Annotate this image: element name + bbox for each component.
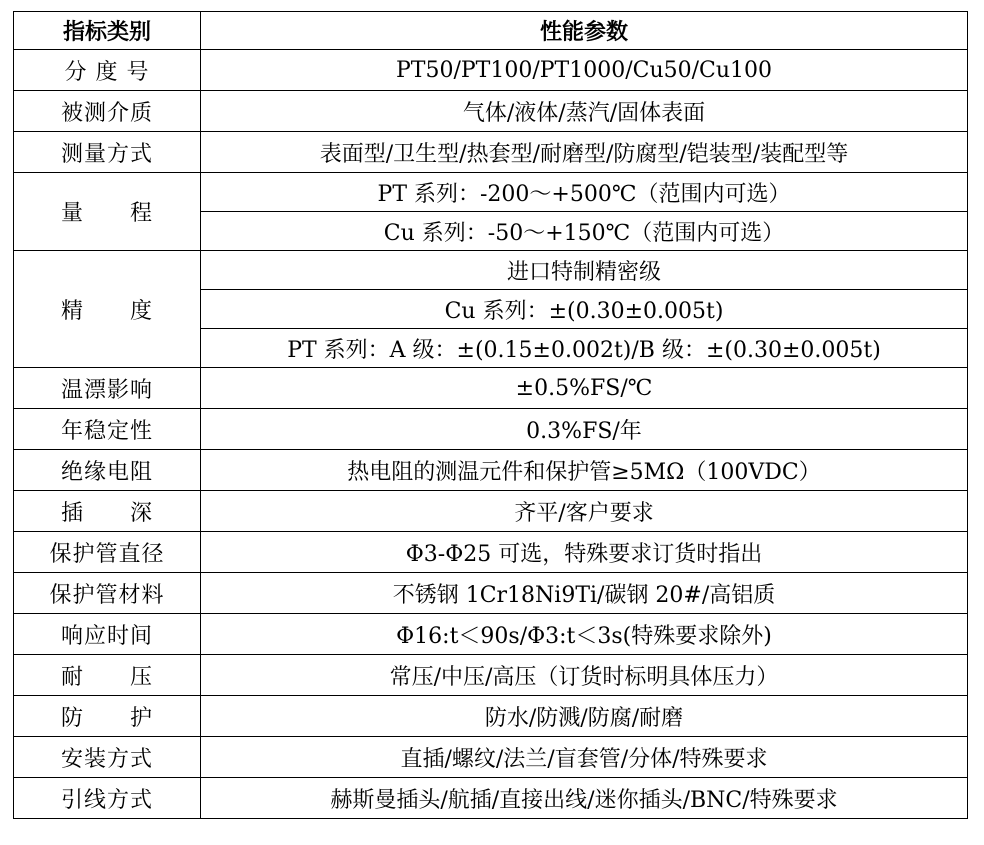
row-label: 保护管材料 [14,573,201,614]
row-label: 防 护 [14,696,201,737]
row-value: PT50/PT100/PT1000/Cu50/Cu100 [201,50,968,91]
row-value: 进口特制精密级 [201,251,968,290]
row-label: 引线方式 [14,778,201,819]
table-row [14,491,968,532]
row-value: 0.3%FS/年 [201,409,968,450]
table-row [14,91,968,132]
table-row [14,655,968,696]
table-row [14,532,968,573]
row-value: 直插/螺纹/法兰/盲套管/分体/特殊要求 [201,737,968,778]
table-row [14,409,968,450]
spec-table [13,11,968,819]
table-row [14,737,968,778]
table-row [14,132,968,173]
row-value: PT 系列：-200～+500℃（范围内可选） [201,173,968,212]
header-row [14,12,968,50]
table-row [14,173,968,212]
row-value: 不锈钢 1Cr18Ni9Ti/碳钢 20#/高铝质 [201,573,968,614]
table-row [14,696,968,737]
table-row [14,251,968,290]
row-label: 精 度 [14,251,201,368]
table-row [14,368,968,409]
row-label: 响应时间 [14,614,201,655]
table-row [14,50,968,91]
table-row [14,573,968,614]
table-row [14,614,968,655]
row-value: 气体/液体/蒸汽/固体表面 [201,91,968,132]
header-params: 性能参数 [201,12,968,50]
row-value: Cu 系列：-50～+150℃（范围内可选） [201,212,968,251]
row-label: 温漂影响 [14,368,201,409]
row-label: 绝缘电阻 [14,450,201,491]
row-value: Cu 系列：±(0.30±0.005t) [201,290,968,329]
row-label: 分 度 号 [14,50,201,91]
row-label: 年稳定性 [14,409,201,450]
row-label: 测量方式 [14,132,201,173]
row-value: ±0.5%FS/℃ [201,368,968,409]
row-label: 耐 压 [14,655,201,696]
row-label: 安装方式 [14,737,201,778]
row-value: Φ16:t＜90s/Φ3:t＜3s(特殊要求除外) [201,614,968,655]
row-label: 插 深 [14,491,201,532]
row-value: 热电阻的测温元件和保护管≥5MΩ（100VDC） [201,450,968,491]
row-value: 常压/中压/高压（订货时标明具体压力） [201,655,968,696]
row-value: 表面型/卫生型/热套型/耐磨型/防腐型/铠装型/装配型等 [201,132,968,173]
table-row [14,778,968,819]
row-value: 赫斯曼插头/航插/直接出线/迷你插头/BNC/特殊要求 [201,778,968,819]
row-value: 防水/防溅/防腐/耐磨 [201,696,968,737]
header-category: 指标类别 [14,12,201,50]
table-row [14,450,968,491]
row-value: 齐平/客户要求 [201,491,968,532]
row-value: Φ3-Φ25 可选，特殊要求订货时指出 [201,532,968,573]
row-value: PT 系列：A 级：±(0.15±0.002t)/B 级：±(0.30±0.005t) [201,329,968,368]
row-label: 保护管直径 [14,532,201,573]
row-label: 量 程 [14,173,201,251]
row-label: 被测介质 [14,91,201,132]
